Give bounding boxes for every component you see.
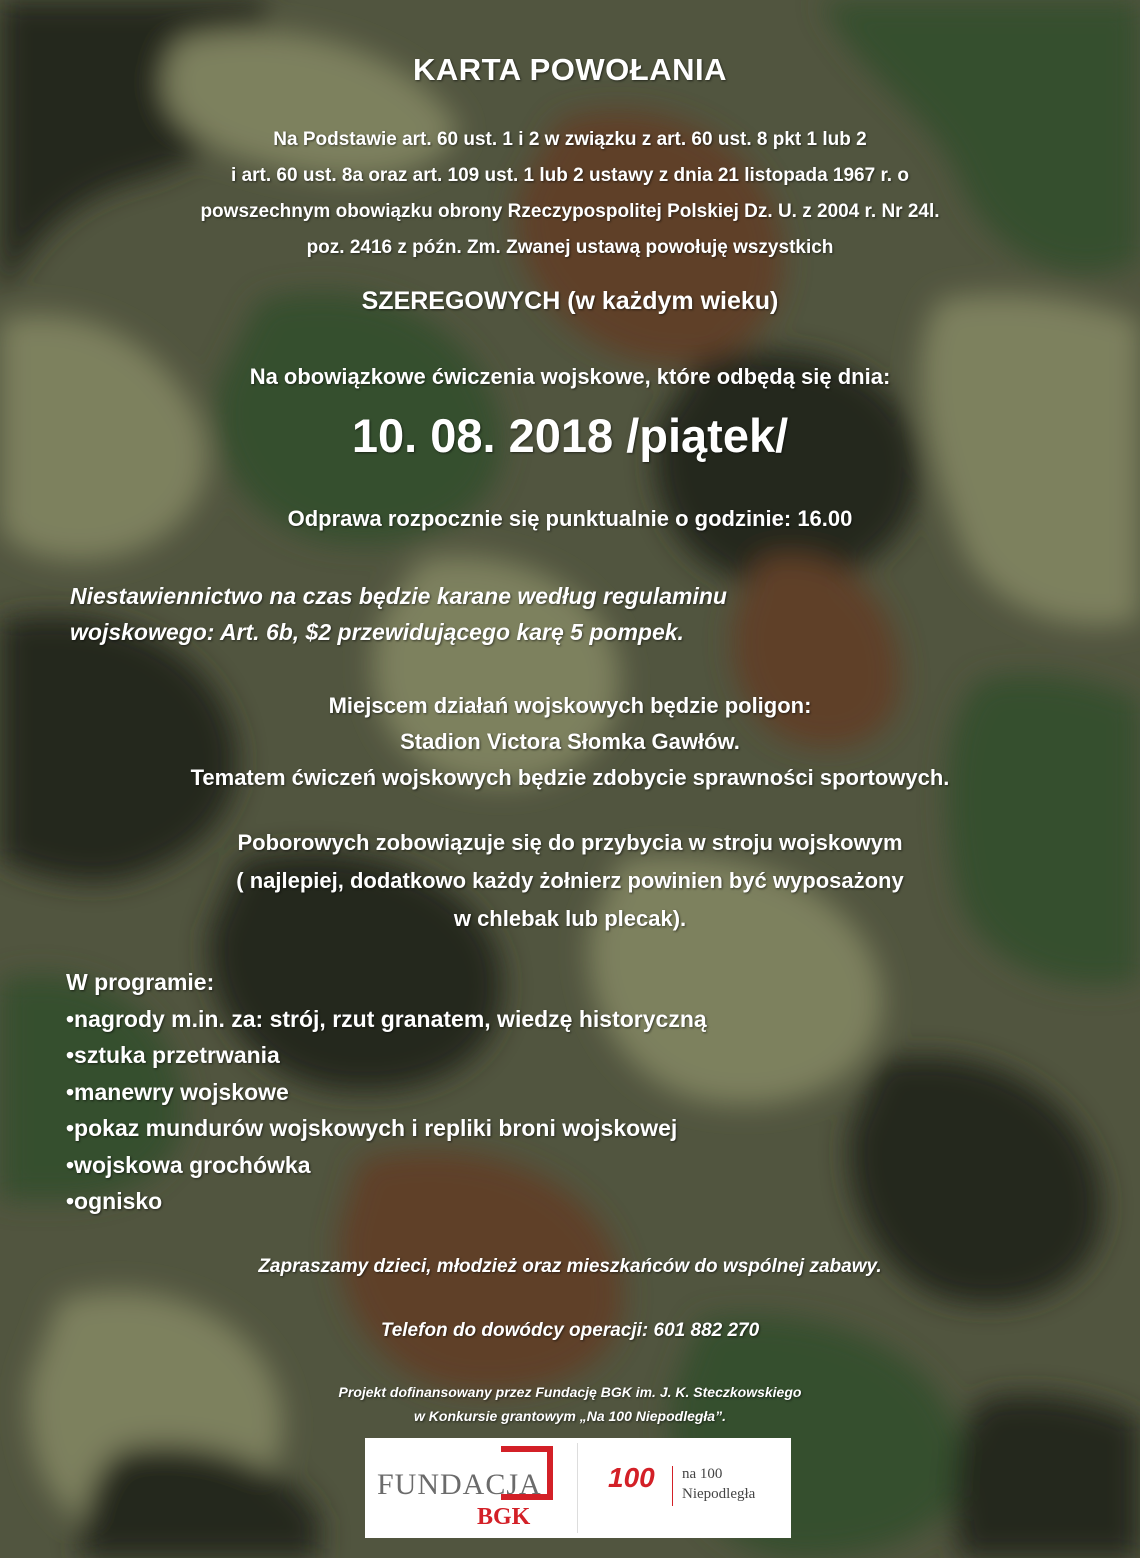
dress-code (0, 824, 1140, 938)
program-list (66, 964, 707, 1220)
logo-bar (672, 1466, 673, 1506)
fundacja-bgk-logo (365, 1438, 577, 1538)
legal-line: i art. 60 ust. 8a oraz art. 109 ust. 1 lub 2 ustawy z dnia 21 listopada 1967 r. o (231, 165, 909, 186)
legal-line: powszechnym obowiązku obrony Rzeczypospolitej Polskiej Dz. U. z 2004 r. Nr 24l. (200, 201, 940, 222)
warning-notice (70, 578, 727, 650)
list-item: •ognisko (66, 1188, 163, 1214)
anniversary-line-2: Niepodległa (682, 1486, 756, 1502)
sponsor-logos (365, 1438, 791, 1538)
location-line: Stadion Victora Słomka Gawłów. (400, 729, 740, 754)
location-line: Tematem ćwiczeń wojskowych będzie zdobycie sprawności sportowych. (190, 765, 950, 790)
credit-line: w Konkursie grantowym „Na 100 Niepodległa”. (414, 1408, 726, 1424)
list-item: •sztuka przetrwania (66, 1042, 280, 1068)
na-100-niepodlegla-logo (578, 1438, 790, 1538)
list-item: •pokaz mundurów wojskowych i repliki broni wojskowej (66, 1115, 678, 1141)
poster-title: KARTA POWOŁANIA (412, 52, 728, 87)
briefing-time: Odprawa rozpocznie się punktualnie o godzinie: 16.00 (287, 506, 853, 531)
location-info (0, 688, 1140, 796)
exercise-lead: Na obowiązkowe ćwiczenia wojskowe, które odbędą się dnia: (249, 364, 891, 389)
warning-line: wojskowego: Art. 6b, $2 przewidującego karę 5 pompek. (70, 619, 684, 645)
bgk-wordmark: FUNDACJA (377, 1468, 542, 1501)
dress-line: ( najlepiej, dodatkowo każdy żołnierz powinien być wyposażony (236, 868, 904, 893)
bgk-abbreviation: BGK (477, 1504, 531, 1530)
list-item: •wojskowa grochówka (66, 1151, 311, 1178)
bgk-square-mark-icon (501, 1446, 553, 1500)
anniversary-number: 100 (608, 1462, 655, 1493)
event-date: 10. 08. 2018 /piątek/ (351, 409, 789, 462)
location-line: Miejscem działań wojskowych będzie poligon: (328, 693, 812, 718)
warning-line: Niestawiennictwo na czas będzie karane według regulaminu (70, 583, 727, 609)
list-item: •nagrody m.in. za: strój, rzut granatem, wiedzę historyczną (66, 1005, 707, 1032)
legal-line: poz. 2416 z późn. Zm. Zwanej ustawą powołuję wszystkich (306, 237, 834, 258)
invitation: Zapraszamy dzieci, młodzież oraz mieszkańców do wspólnej zabawy. (258, 1256, 882, 1277)
contact-phone: Telefon do dowódcy operacji: 601 882 270 (380, 1320, 760, 1341)
credit-line: Projekt dofinansowany przez Fundację BGK im. J. K. Steczkowskiego (338, 1384, 802, 1400)
program-heading: W programie: (66, 969, 215, 995)
dress-line: Poborowych zobowiązuje się do przybycia w stroju wojskowym (237, 830, 903, 855)
legal-line: Na Podstawie art. 60 ust. 1 i 2 w związku z art. 60 ust. 8 pkt 1 lub 2 (273, 129, 867, 150)
legal-basis (0, 122, 1140, 266)
ranks-heading: SZEREGOWYCH (w każdym wieku) (361, 287, 779, 315)
dress-line: w chlebak lub plecak). (453, 906, 687, 931)
project-credit (0, 1380, 1140, 1428)
list-item: •manewry wojskowe (66, 1078, 289, 1105)
anniversary-line-1: na 100 (682, 1466, 723, 1482)
